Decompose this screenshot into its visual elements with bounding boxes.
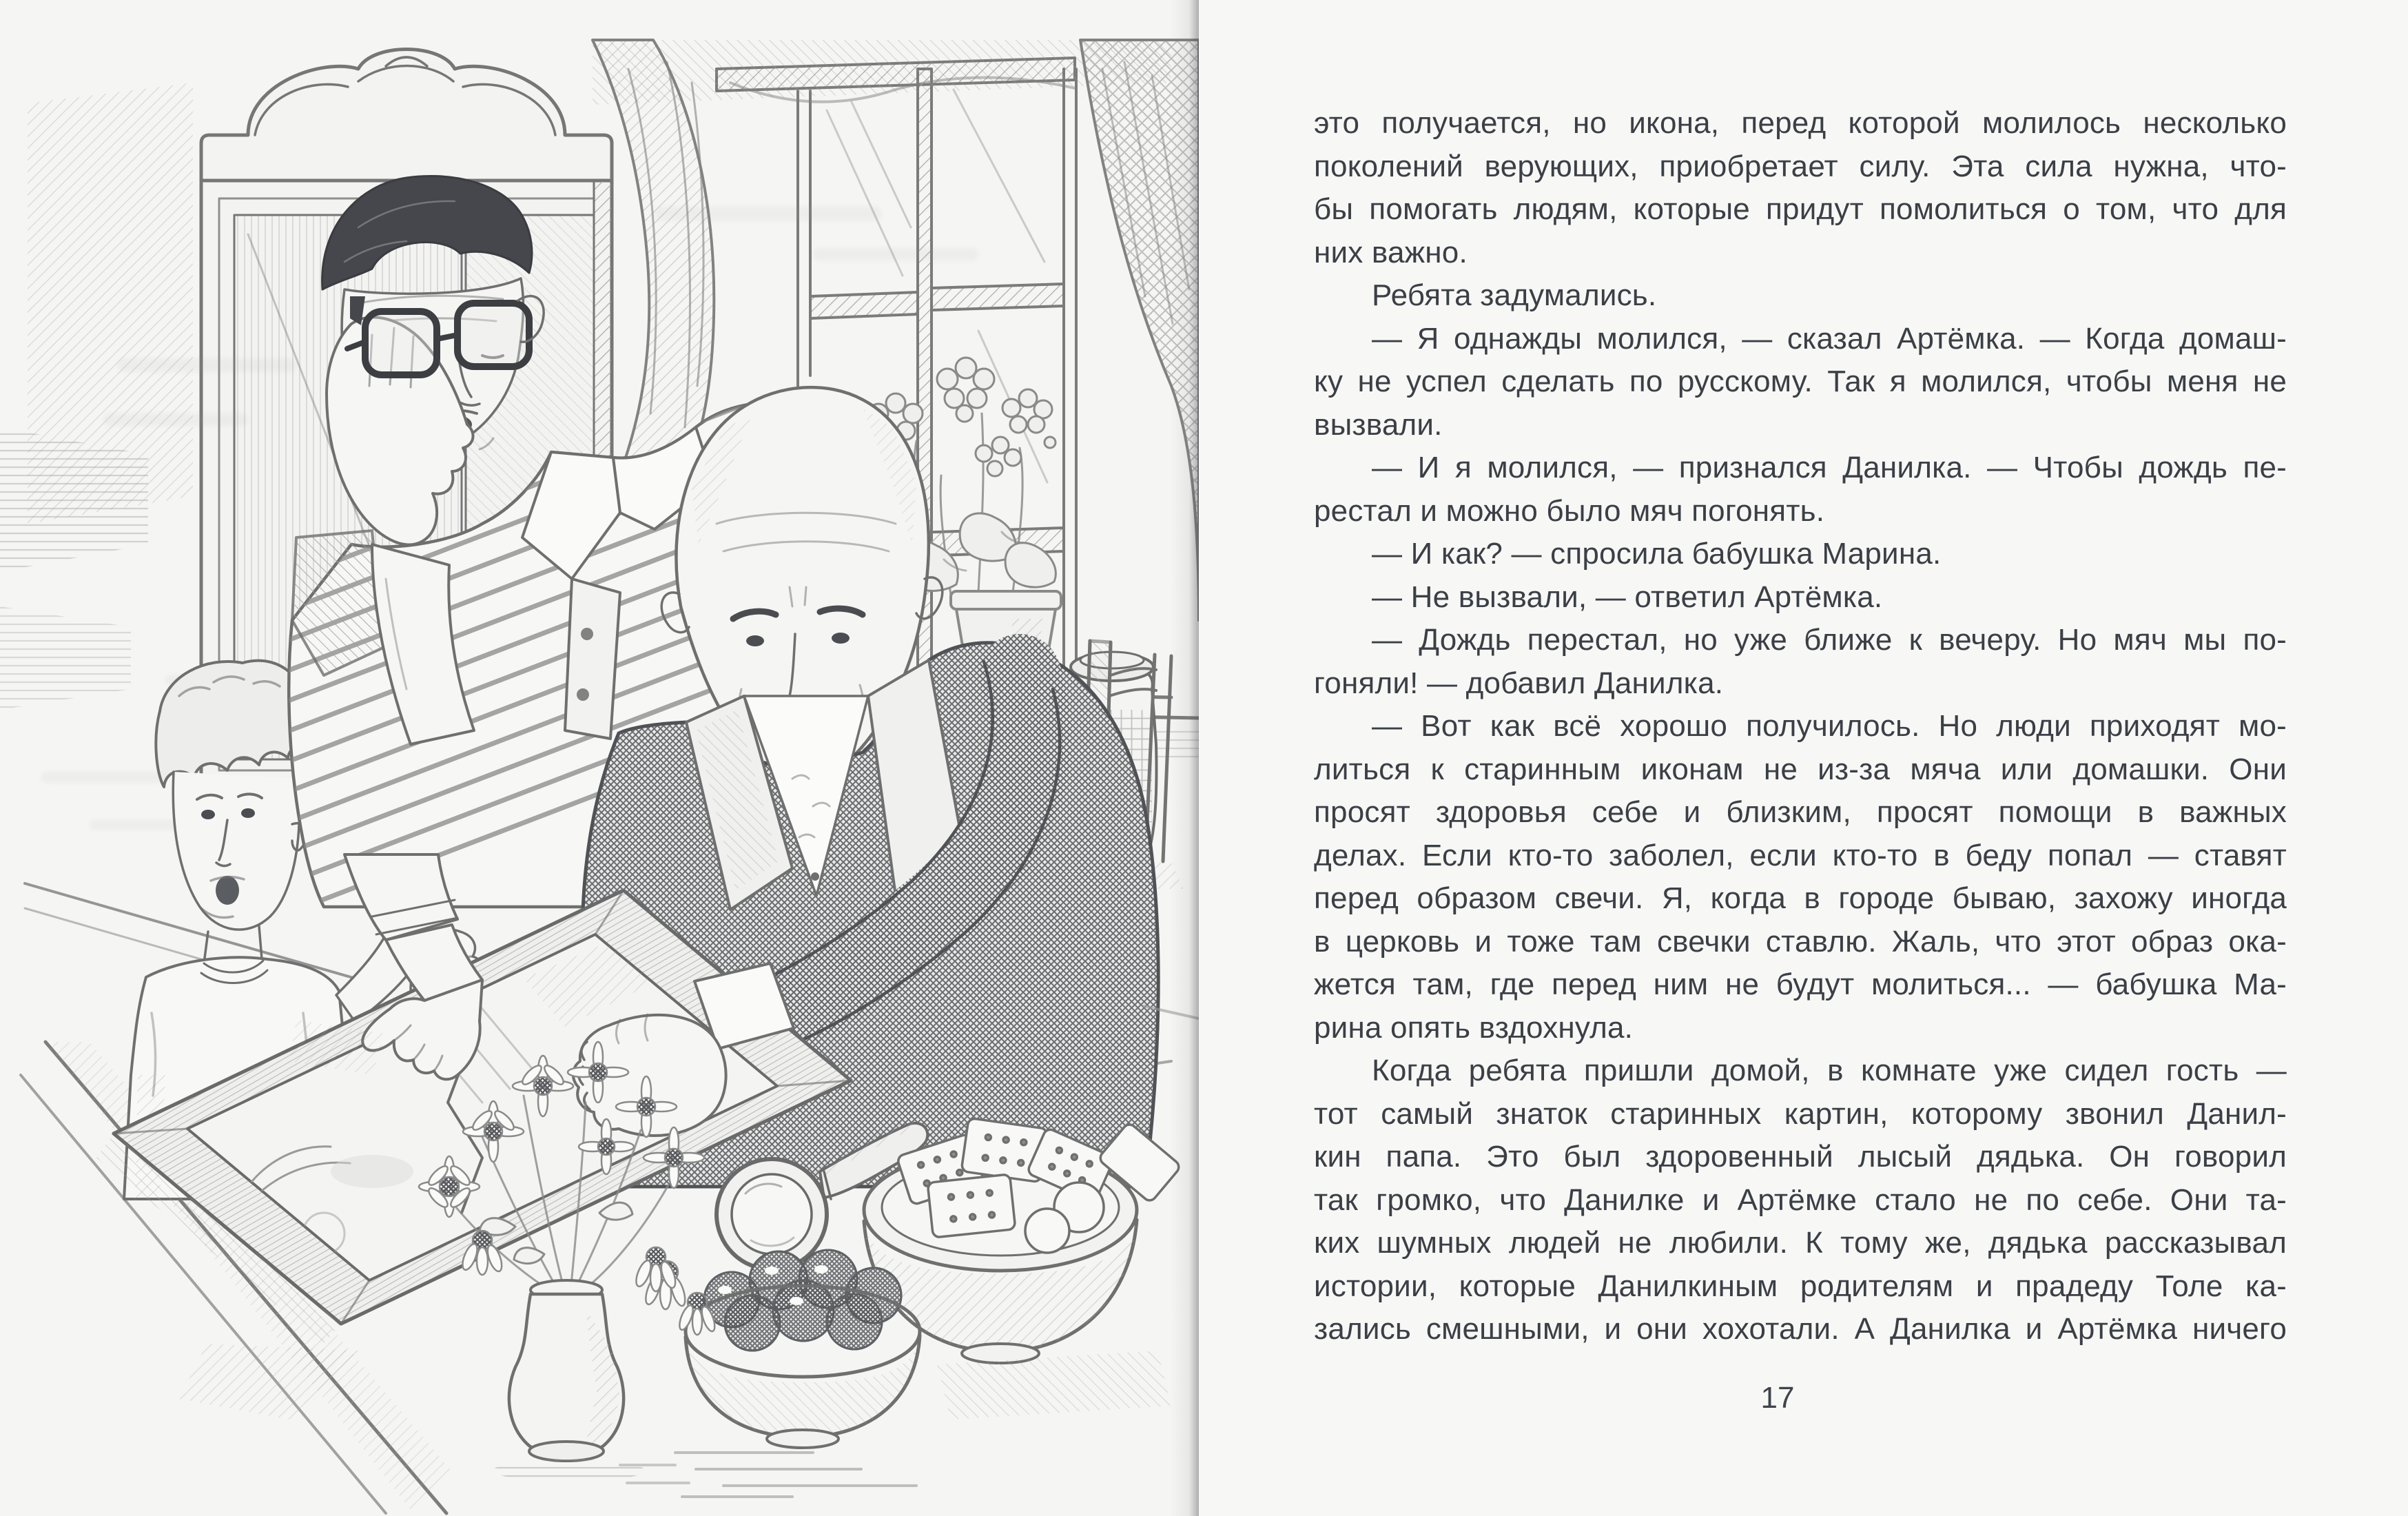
text-line: Ребята задумались. xyxy=(1372,278,1657,312)
text-line: вызвали. xyxy=(1314,407,1443,442)
wall-shading xyxy=(0,83,193,710)
text-line: — Я однажды молился, — сказал Артёмка. — Когда домаш- xyxy=(1372,321,2287,356)
cracker-bowl xyxy=(864,1118,1182,1363)
text-line: рина опять вздохнула. xyxy=(1314,1010,1634,1045)
text-line: ких шумных людей не любили. К тому же, дядька рассказывал xyxy=(1314,1226,2287,1260)
text-line: Когда ребята пришли домой, в комнате уже сидел гость — xyxy=(1372,1054,2287,1087)
text-line: поколений верующих, приобретает силу. Эта сила нужна, что- xyxy=(1314,149,2287,183)
text-line: зались смешными, и они хохотали. А Данилка и Артёмка ничего xyxy=(1314,1312,2287,1346)
text-column xyxy=(1314,102,2287,1351)
text-line: кин папа. Это был здоровенный лысый дядька. Он говорил xyxy=(1314,1140,2287,1174)
page-number: 17 xyxy=(1760,1381,1795,1415)
text-line: ку не успел сделать по русскому. Так я молился, чтобы меня не xyxy=(1314,365,2287,398)
text-line: бы помогать людям, которые придут помолиться о том, что для xyxy=(1314,192,2287,226)
text-line: так громко, что Данилке и Артёмке стало не по себе. Они та- xyxy=(1314,1182,2287,1217)
text-line: — И как? — спросила бабушка Марина. xyxy=(1372,537,1942,571)
text-line: тот самый знаток старинных картин, которому звонил Данил- xyxy=(1314,1096,2287,1131)
text-line: рестал и можно было мяч погонять. xyxy=(1314,493,1825,528)
text-line: них важно. xyxy=(1314,235,1468,269)
text-line: литься к старинным иконам не из-за мяча или домашки. Они xyxy=(1314,752,2287,786)
text-line: делах. Если кто-то заболел, если кто-то в беду попал — ставят xyxy=(1314,838,2287,872)
text-line: жется там, где перед ним не будут молиться... — бабушка Ма- xyxy=(1314,967,2287,1001)
text-line: — Вот как всё хорошо получилось. Но люди приходят мо- xyxy=(1372,709,2287,743)
text-line: — Не вызвали, — ответил Артёмка. xyxy=(1372,580,1883,614)
text-line: — Дождь перестал, но уже ближе к вечеру. Но мяч мы по- xyxy=(1372,623,2287,657)
text-line: это получается, но икона, перед которой молилось несколько xyxy=(1314,106,2287,140)
text-line: перед образом свечи. Я, когда в городе бываю, захожу иногда xyxy=(1314,881,2287,915)
text-line: истории, которые Данилкиным родителям и прадеду Толе ка- xyxy=(1314,1269,2287,1303)
text-line: гоняли! — добавил Данилка. xyxy=(1314,666,1724,700)
right-page xyxy=(1199,0,2408,1516)
text-line: — И я молился, — признался Данилка. — Чтобы дождь пе- xyxy=(1372,451,2287,484)
illustration xyxy=(0,0,1199,1516)
left-page xyxy=(0,0,1199,1516)
text-line: просят здоровья себе и близким, просят помощи в важных xyxy=(1314,795,2287,829)
plum-bowl xyxy=(686,1250,920,1448)
text-line: в церковь и тоже там свечки ставлю. Жаль, что этот образ ока- xyxy=(1314,924,2287,959)
